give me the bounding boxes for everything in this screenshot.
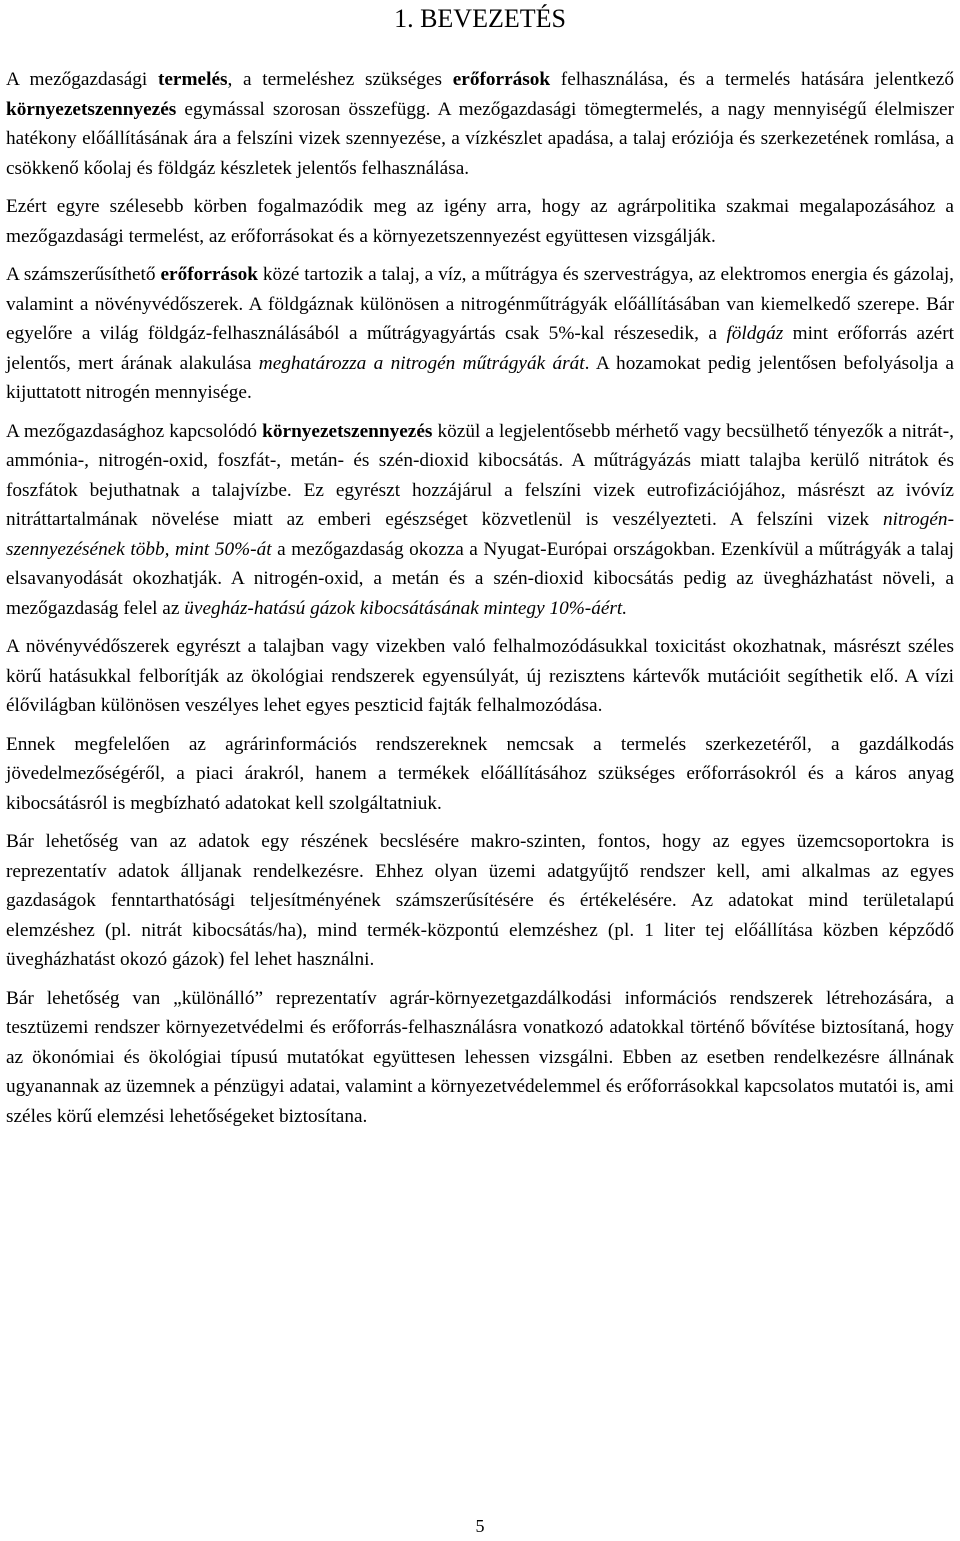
text-run: egymással szorosan összefügg. A mezőgazdasági tömegtermelés, a nagy mennyiségű élelmiszer hatékony előállításának ára a felszíni vizek szennyezése, a vízkészlet apadása, a talaj eróziója és szerkezetének romlása, a csökkenő kőolaj és földgáz készletek jelentős felhasználása. xyxy=(6,98,954,179)
paragraph-7 xyxy=(6,827,954,975)
paragraph-2 xyxy=(6,192,954,251)
page-number: 5 xyxy=(475,1516,485,1536)
italic-text: meghatározza a nitrogén műtrágyák árát xyxy=(258,352,585,374)
paragraph-6 xyxy=(6,730,954,819)
italic-text: nitrogén-szennyezésének több, mint 50%-át xyxy=(6,509,954,560)
body-text xyxy=(6,65,954,1131)
bold-text: erőforrások xyxy=(160,264,258,285)
text-run: felhasználása, és a termelés hatására jelentkező xyxy=(550,69,954,90)
italic-text: üvegház-hatású gázok kibocsátásának mintegy 10%-áért. xyxy=(184,597,628,619)
bold-text: erőforrások xyxy=(452,69,551,90)
text-run: Bár lehetőség van „különálló” reprezentatív agrár-környezetgazdálkodási információs rendszerek létrehozására, a tesztüzemi rendszer környezetvédelmi és erőforrás-felhasználásra vonatkozó adatokkal történő bővítése biztosítaná, hogy az ökonómiai és ökológiai típusú mutatókat együttesen lehessen vizsgálni. Ebben az esetben rendelkezésre állnának ugyanannak az üzemnek a pénzügyi adatai, valamint a környezetvédelemmel és erőforrásokkal kapcsolatos mutatói is, ami széles körű elemzési lehetőségeket biztosítana. xyxy=(6,987,954,1127)
text-run: Ezért egyre szélesebb körben fogalmazódik meg az igény arra, hogy az agrárpolitika szakmai megalapozásához a mezőgazdasági termelést, az erőforrásokat és a környezetszennyezést együttesen vizsgálják. xyxy=(6,196,954,247)
bold-text: termelés xyxy=(157,69,228,90)
paragraph-4 xyxy=(6,417,954,624)
text-run: . A hozamokat pedig jelentősen befolyásolja a kijuttatott nitrogén mennyisége. xyxy=(6,352,954,403)
section-heading: 1. BEVEZETÉS xyxy=(394,4,566,33)
text-run: A számszerűsíthető xyxy=(6,264,161,285)
bold-text: környezetszennyezés xyxy=(6,98,177,120)
paragraph-1 xyxy=(6,65,954,183)
text-run: A mezőgazdasághoz kapcsolódó xyxy=(6,420,263,442)
text-run: Bár lehetőség van az adatok egy részének becslésére makro-szinten, fontos, hogy az egyes üzemcsoportokra is reprezentatív adatok álljanak rendelkezésre. Ehhez olyan üzemi adatgyűjtő rendszer kell, ami alkalmas az egyes gazdaságok fenntarthatósági teljesítményének számszerűsítésére és értékelésére. Az adatokat mind területalapú elemzéshez (pl. nitrát kibocsátás/ha), mind termék-központú elemzéshez (pl. 1 liter tej előállítása közben képződő üvegházhatást okozó gázok) fel lehet használni. xyxy=(6,831,954,970)
document-page xyxy=(6,0,954,1140)
text-run: A növényvédőszerek egyrészt a talajban vagy vizekben való felhalmozódásukkal toxicitást okozhatnak, másrészt széles körű hatásukkal felborítják az ökológiai rendszerek egyensúlyát, új rezisztens kártevők mutációit segíthetik elő. A vízi élővilágban különösen veszélyes lehet egyes peszticid fajták felhalmozódása. xyxy=(6,636,954,716)
text-run: a mezőgazdaság okozza a Nyugat-Európai országokban. Ezenkívül a műtrágyák a talaj elsavanyodását okozhatják. A nitrogén-oxid, a metán és a szén-dioxid kibocsátás pedig az üvegházhatást növeli, a mezőgazdaság felel az xyxy=(6,538,954,619)
paragraph-8 xyxy=(6,984,954,1132)
paragraph-5 xyxy=(6,632,954,721)
text-run: közül a legjelentősebb mérhető vagy becsülhető tényezők a nitrát-, ammónia-, nitrogén-oxid, foszfát-, metán- és szén-dioxid kibocsátás. A műtrágyázás miatt talajba kerülő nitrátok és foszfátok bejuthatnak a talajvízbe. Ez egyrészt hozzájárul a felszíni vizek eutrofizációjához, másrészt az ivóvíz nitráttartalmának növelése miatt az emberi egészséget közvetlenül is veszélyezteti. A felszíni vizek xyxy=(6,420,954,530)
bold-text: környezetszennyezés xyxy=(262,420,433,442)
text-run: Ennek megfelelően az agrárinformációs rendszereknek nemcsak a termelés szerkezetéről, a gazdálkodás jövedelmezőségéről, a piaci árakról, hanem a termékek előállításához szükséges erőforrásokról és a káros anyag kibocsátásról is megbízható adatokat kell szolgáltatniuk. xyxy=(6,733,954,814)
text-run: , a termeléshez szükséges xyxy=(227,69,453,90)
text-run: közé tartozik a talaj, a víz, a műtrágya és szervestrágya, az elektromos energia és gázolaj, valamint a növényvédőszerek. A földgáznak különösen a nitrogénműtrágyák előállításában van kiemelkedő szerepe. Bár egyelőre a világ földgáz-felhasználásából a műtrágyagyártás csak 5%-kal részesedik, a xyxy=(6,264,955,344)
text-run: A mezőgazdasági xyxy=(6,69,158,90)
text-run: mint erőforrás azért jelentős, mert árának alakulása xyxy=(6,323,954,374)
paragraph-3 xyxy=(6,260,954,408)
italic-text: földgáz xyxy=(726,323,784,344)
